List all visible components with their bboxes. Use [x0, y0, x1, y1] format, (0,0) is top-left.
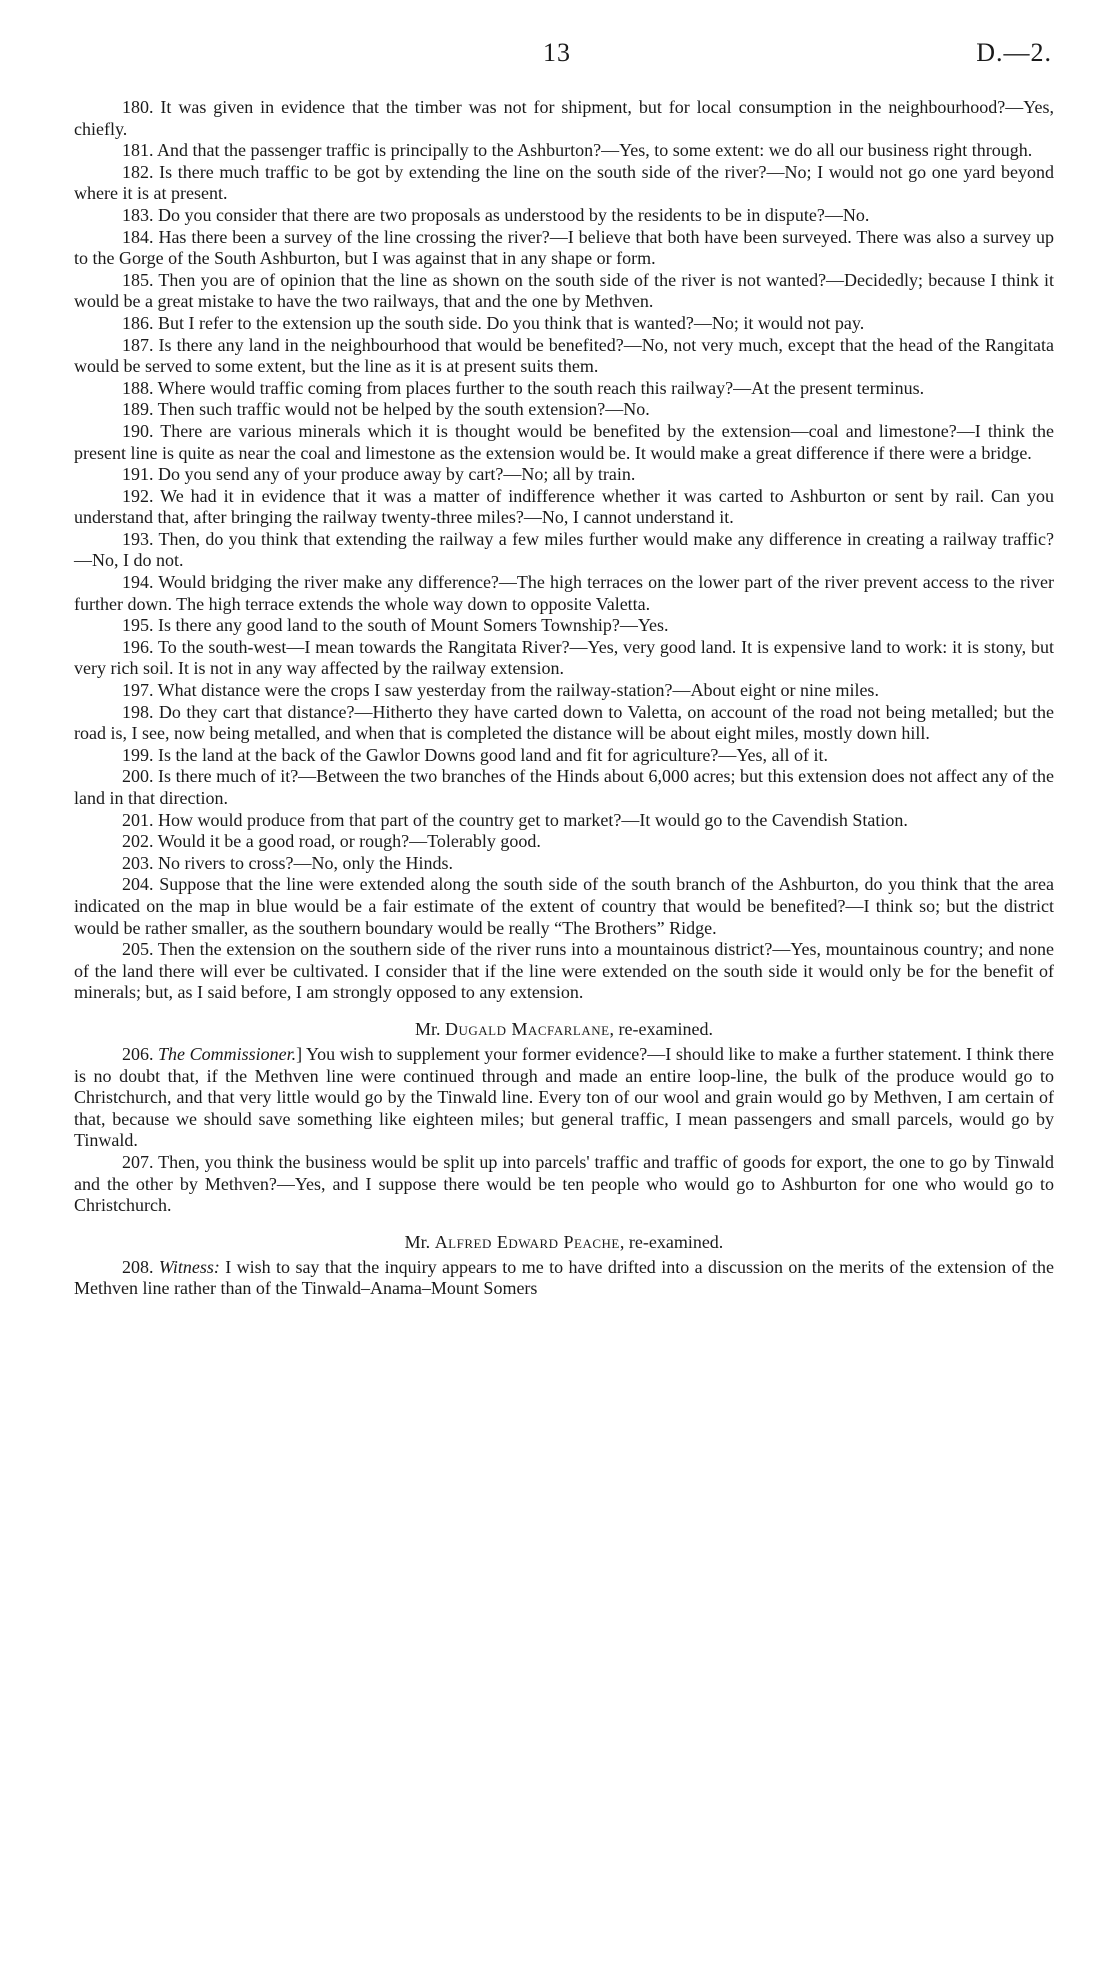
paragraph: 190. There are various minerals which it is thought would be benefited by the extension—coal and limestone?—I think the present line is quite as near the coal and limestone as the extension would be. It would make a great difference if there were a bridge. [74, 420, 1054, 463]
paragraph: 207. Then, you think the business would be split up into parcels' traffic and traffic of goods for export, the one to go by Tinwald and the other by Methven?—Yes, and I suppose there would be ten people who would go to Ashburton for one who would go to Christchurch. [74, 1151, 1054, 1216]
paragraph: 197. What distance were the crops I saw yesterday from the railway-station?—About eight or nine miles. [122, 680, 879, 701]
paragraph: 196. To the south-west—I mean towards the Rangitata River?—Yes, very good land. It is expensive land to work: it is stony, but very rich soil. It is not in any way affected by the railway extension. [74, 636, 1054, 679]
paragraph: 184. Has there been a survey of the line crossing the river?—I believe that both have been surveyed. There was also a survey up to the Gorge of the South Ashburton, but I was against that in any shape or form. [74, 226, 1054, 269]
paragraph: 188. Where would traffic coming from places further to the south reach this railway?—At the present terminus. [122, 377, 925, 398]
paragraph: 192. We had it in evidence that it was a matter of indifference whether it was carted to Ashburton or sent by rail. Can you understand that, after bringing the railway twenty-three miles?—No, I cannot understand it. [74, 485, 1054, 528]
paragraph: 200. Is there much of it?—Between the two branches of the Hinds about 6,000 acres; but this extension does not affect any of the land in that direction. [74, 766, 1054, 808]
paragraph: 201. How would produce from that part of the country get to market?—It would go to the Cavendish Station. [122, 809, 908, 830]
paragraph: 203. No rivers to cross?—No, only the Hinds. [122, 852, 453, 873]
paragraph: 208. Witness: I wish to say that the inquiry appears to me to have drifted into a discussion on the merits of the extension of the Methven line rather than of the Tinwald–Anama–Mount Somers [74, 1256, 1054, 1299]
paragraph: 189. Then such traffic would not be helped by the south extension?—No. [122, 399, 650, 420]
paragraph: 180. It was given in evidence that the timber was not for shipment, but for local consumption in the neighbourhood?—Yes, chiefly. [74, 97, 1054, 139]
witness-name: Dugald Macfarlane [445, 1018, 610, 1039]
paragraph: 206. The Commissioner.] You wish to supplement your former evidence?—I should like to make a further statement. I think there is no doubt that, if the Methven line were continued through and made an entire loop-line, the bulk of the produce would go to Christchurch, and that very little would go by the Tinwald line. Every ton of our wool and grain would go by Methven, I am certain of that, because we should save something like eighteen miles; but general traffic, I mean passengers and small parcels, would go by Tinwald. [74, 1043, 1055, 1151]
paragraph: 183. Do you consider that there are two proposals as understood by the residents to be in dispute?—No. [122, 204, 870, 225]
paragraph: 185. Then you are of opinion that the line as shown on the south side of the river is not wanted?—Decidedly; because I think it would be a great mistake to have the two railways, that and the one by Methven. [74, 269, 1054, 312]
paragraph: 198. Do they cart that distance?—Hitherto they have carted down to Valetta, on account of the road not being metalled; but the road is, I see, now being metalled, and when that is completed the distance will be about eight miles, mostly down hill. [74, 701, 1054, 744]
document-reference: D.—2. [976, 38, 1052, 67]
paragraph: 204. Suppose that the line were extended along the south side of the south branch of the Ashburton, do you think that the area indicated on the map in blue would be a fair estimate of the extent of country that would be benefited?—I think so; but the district would be rather smaller, as the southern boundary would be really “The Brothers” Ridge. [74, 874, 1054, 938]
document-body [74, 97, 1054, 1300]
question-answer-block [74, 97, 1054, 1004]
speaker-label: Witness: [158, 1256, 220, 1277]
paragraph: 181. And that the passenger traffic is principally to the Ashburton?—Yes, to some extent: we do all our business right through. [122, 140, 1033, 161]
witness-heading: Mr. Alfred Edward Peache, re-examined. [404, 1231, 724, 1252]
paragraph: 186. But I refer to the extension up the south side. Do you think that is wanted?—No; it would not pay. [122, 312, 865, 333]
paragraph: 182. Is there much traffic to be got by extending the line on the south side of the river?—No; I would not go one yard beyond where it is at present. [74, 161, 1054, 204]
paragraph: 199. Is the land at the back of the Gawlor Downs good land and fit for agriculture?—Yes, all of it. [122, 744, 828, 765]
page-header [0, 38, 1114, 74]
paragraph: 195. Is there any good land to the south of Mount Somers Township?—Yes. [122, 615, 669, 636]
paragraph: 202. Would it be a good road, or rough?—Tolerably good. [122, 831, 541, 852]
witness-heading: Mr. Dugald Macfarlane, re-examined. [414, 1018, 713, 1039]
witness-name: Alfred Edward Peache [434, 1231, 620, 1252]
paragraph: 193. Then, do you think that extending the railway a few miles further would make any difference in creating a railway traffic?—No, I do not. [74, 528, 1054, 571]
paragraph: 194. Would bridging the river make any difference?—The high terraces on the lower part of the river prevent access to the river further down. The high terrace extends the whole way down to opposite Valetta. [74, 572, 1054, 614]
speaker-label: The Commissioner. [158, 1043, 297, 1064]
paragraph: 187. Is there any land in the neighbourhood that would be benefited?—No, not very much, except that the head of the Rangitata would be served to some extent, but the line as it is at present suits them. [74, 334, 1054, 377]
paragraph: 205. Then the extension on the southern side of the river runs into a mountainous district?—Yes, mountainous country; and none of the land there will ever be cultivated. I consider that if the line were extended on the south side it would only be for the benefit of minerals; but, as I said before, I am strongly opposed to any extension. [74, 939, 1054, 1003]
paragraph: 191. Do you send any of your produce away by cart?—No; all by train. [122, 464, 636, 485]
page-number: 13 [543, 38, 571, 67]
